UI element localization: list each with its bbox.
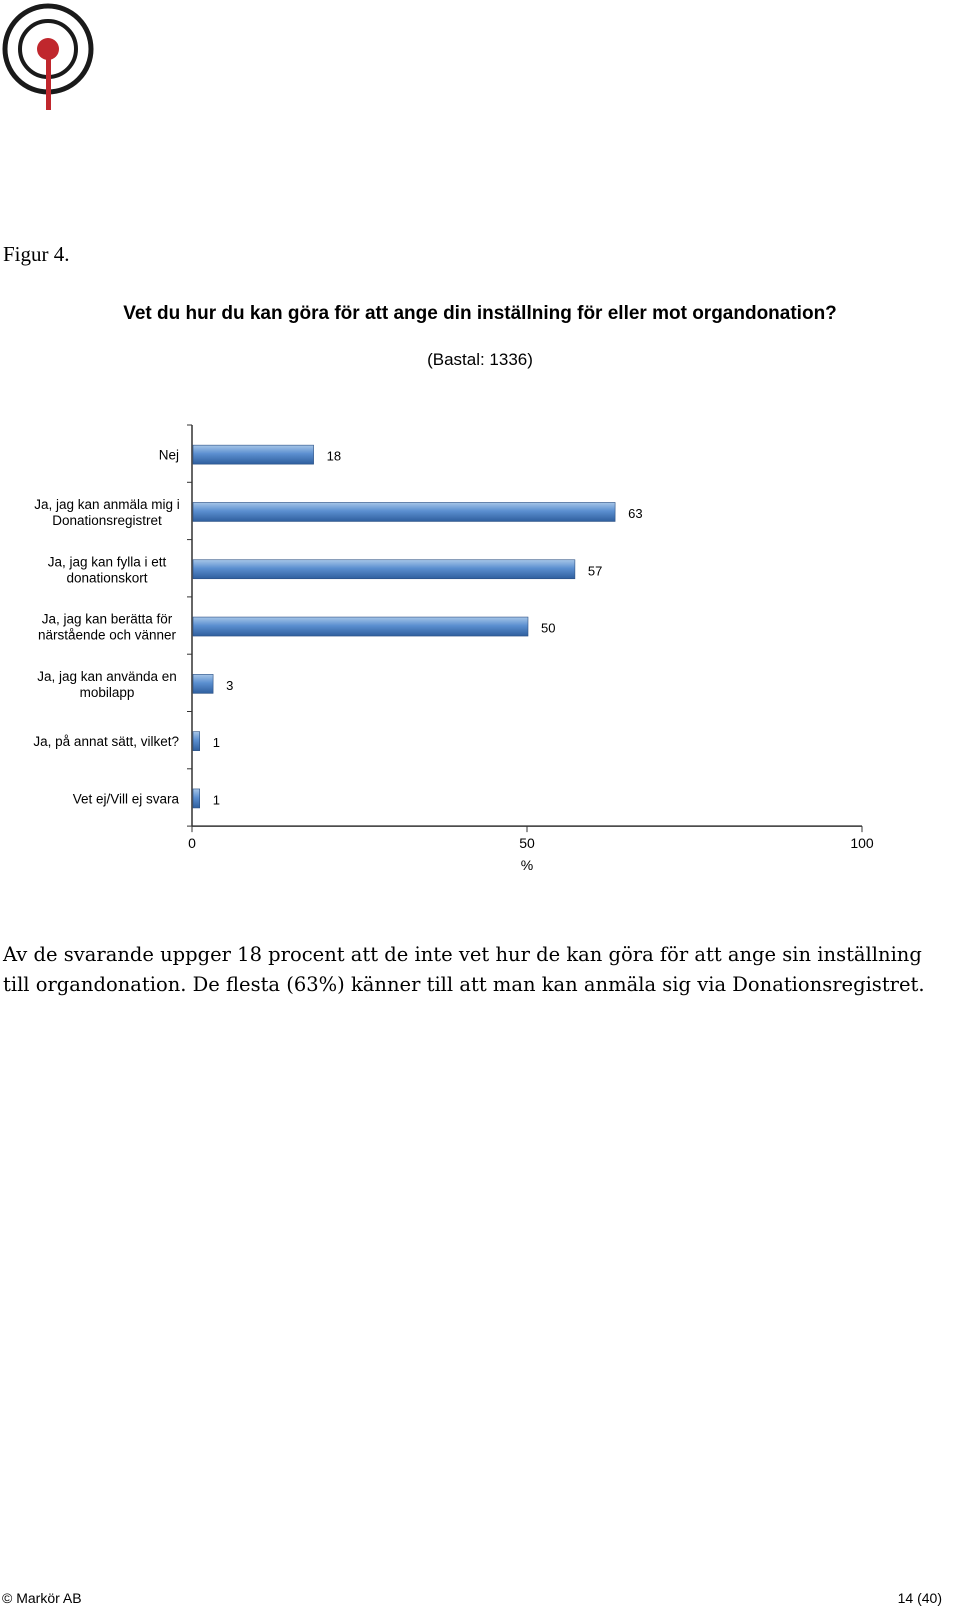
data-label: 1: [212, 735, 220, 751]
category-label: Nej: [158, 447, 179, 463]
category-label: Ja, jag kan använda en: [37, 668, 177, 684]
chart-title: Vet du hur du kan göra för att ange din inställning för eller mot organdonation?: [123, 303, 837, 324]
category-label: Ja, jag kan fylla i ett: [47, 554, 167, 570]
bar: [193, 445, 314, 464]
chart-subtitle: (Bastal: 1336): [427, 350, 533, 369]
bar: [193, 560, 575, 579]
bar: [193, 789, 200, 808]
category-label: Donationsregistret: [52, 512, 162, 528]
x-tick-label: 100: [850, 835, 874, 852]
body-text: Av de svarande uppger 18 procent att de inte vet hur de kan göra för att ange sin inställning till organdonation. De flesta (63%) känner till att man kan anmäla sig via Donationsregistret.: [3, 943, 925, 996]
bar: [193, 732, 200, 751]
data-label: 57: [587, 563, 603, 579]
figure-label: Figur 4.: [3, 242, 70, 266]
data-label: 63: [628, 505, 643, 521]
logo-pin: [46, 49, 51, 110]
category-label: mobilapp: [79, 684, 135, 700]
category-label: Ja, jag kan berätta för: [41, 611, 173, 627]
category-label: Vet ej/Vill ej svara: [72, 791, 179, 807]
bar: [193, 617, 528, 636]
bar-chart: [0, 420, 960, 890]
x-axis-label: %: [520, 857, 534, 874]
category-label: Ja, jag kan anmäla mig i: [34, 496, 180, 512]
bar: [193, 674, 213, 693]
category-label: donationskort: [66, 570, 148, 586]
category-label: närstående och vänner: [37, 627, 177, 643]
marker-logo: [2, 2, 98, 112]
data-label: 1: [212, 792, 220, 808]
data-label: 18: [326, 448, 342, 464]
bar: [193, 502, 615, 521]
footer-copyright: © Markör AB: [2, 1590, 82, 1606]
x-tick-label: 0: [188, 835, 196, 852]
data-label: 3: [226, 677, 234, 693]
category-label: Ja, på annat sätt, vilket?: [33, 734, 179, 750]
data-label: 50: [541, 620, 556, 636]
x-tick-label: 50: [519, 835, 535, 852]
footer-page-number: 14 (40): [897, 1590, 942, 1606]
